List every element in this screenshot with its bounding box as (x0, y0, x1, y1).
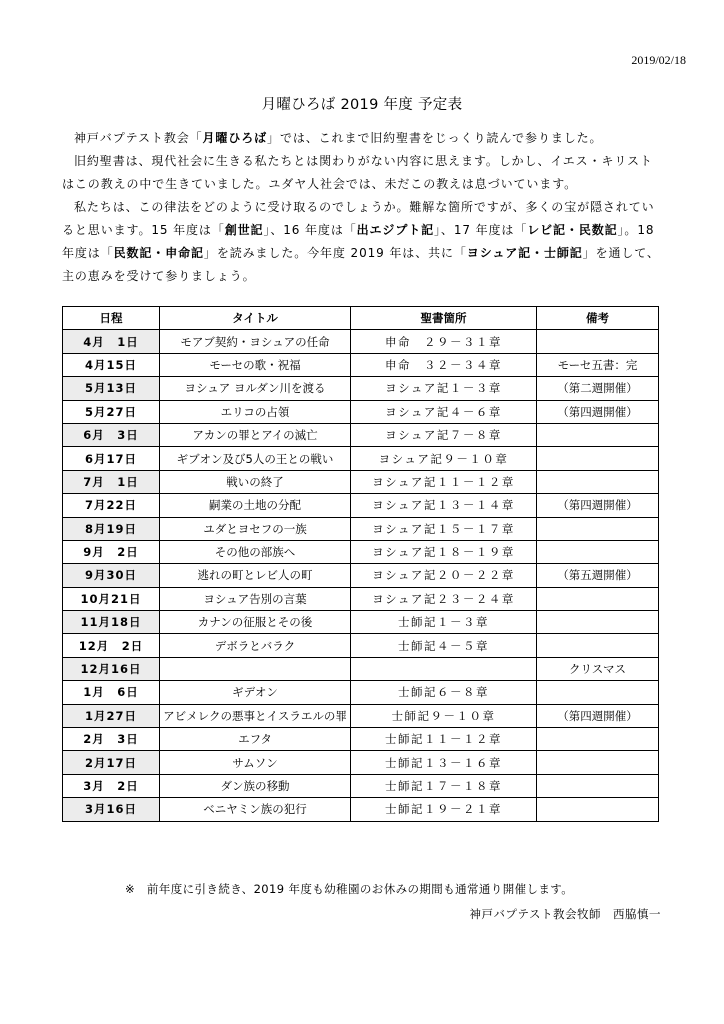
intro-text-run: 神戸バプテスト教会「 (74, 131, 203, 145)
table-header-row (63, 307, 659, 330)
notes-cell (537, 611, 659, 634)
scripture-cell: 士師記１－３章 (351, 611, 537, 634)
date-cell: 6月17日 (63, 447, 160, 470)
title-cell: エリコの占領 (160, 400, 351, 423)
intro-paragraph-3 (62, 196, 662, 288)
intro-text-run: 」、16 年度は「 (263, 223, 357, 237)
notes-cell (537, 540, 659, 563)
scripture-cell: 士師記１９－２１章 (351, 798, 537, 821)
notes-cell: （第四週開催） (537, 400, 659, 423)
intro-bold-run: ヨシュア記・士師記 (466, 246, 583, 260)
scripture-cell: 申命 ２９－３１章 (351, 330, 537, 353)
table-row (63, 611, 659, 634)
title-cell: その他の部族へ (160, 540, 351, 563)
notes-cell: （第二週開催） (537, 377, 659, 400)
scripture-cell: ヨシュア記１－３章 (351, 377, 537, 400)
title-cell: ヨシュア告別の言葉 (160, 587, 351, 610)
title-cell: モーセの歌・祝福 (160, 353, 351, 376)
table-row (63, 564, 659, 587)
table-row (63, 704, 659, 727)
title-cell: サムソン (160, 751, 351, 774)
date-cell: 3月 2日 (63, 774, 160, 797)
scripture-cell: 士師記６－８章 (351, 681, 537, 704)
table-row (63, 470, 659, 493)
table-row (63, 657, 659, 680)
title-cell: 戦いの終了 (160, 470, 351, 493)
date-cell: 2月17日 (63, 751, 160, 774)
title-cell: アカンの罪とアイの滅亡 (160, 423, 351, 446)
date-cell: 9月 2日 (63, 540, 160, 563)
table-row (63, 353, 659, 376)
table-row (63, 494, 659, 517)
notes-cell (537, 587, 659, 610)
table-row (63, 447, 659, 470)
intro-bold-run: 月曜ひろば (202, 131, 268, 145)
date-cell: 6月 3日 (63, 423, 160, 446)
header-scripture: 聖書箇所 (351, 307, 537, 330)
footnote: ※ 前年度に引き続き、2019 年度も幼稚園のお休みの期間も通常通り開催します。 (125, 882, 574, 896)
date-cell: 2月 3日 (63, 728, 160, 751)
title-cell: エフタ (160, 728, 351, 751)
intro-text-run: 」では、これまで旧約聖書をじっくり読んで参りました。 (267, 131, 603, 145)
header-notes: 備考 (537, 307, 659, 330)
notes-cell: （第四週開催） (537, 494, 659, 517)
date-cell: 1月 6日 (63, 681, 160, 704)
scripture-cell (351, 657, 537, 680)
notes-cell (537, 634, 659, 657)
date-cell: 3月16日 (63, 798, 160, 821)
scripture-cell: 申命 ３２－３４章 (351, 353, 537, 376)
table-row (63, 728, 659, 751)
scripture-cell: 士師記１３－１６章 (351, 751, 537, 774)
date-cell: 7月 1日 (63, 470, 160, 493)
intro-bold-run: 出エジプト記 (356, 223, 435, 237)
title-cell: ヨシュア ヨルダン川を渡る (160, 377, 351, 400)
notes-cell: （第四週開催） (537, 704, 659, 727)
header-date: 日程 (63, 307, 160, 330)
scripture-cell: ヨシュア記２３－２４章 (351, 587, 537, 610)
intro-text-run: 」、17 年度は「 (434, 223, 528, 237)
title-cell: モアブ契約・ヨシュアの任命 (160, 330, 351, 353)
scripture-cell: ヨシュア記４－６章 (351, 400, 537, 423)
signature: 神戸バプテスト教会牧師 西脇慎一 (469, 907, 661, 921)
intro-bold-run: レビ記・民数記 (527, 223, 618, 237)
intro-text-run: 」を読みました。今年度 2019 年は、共に「 (203, 246, 467, 260)
table-row (63, 330, 659, 353)
intro-bold-run: 民数記・申命記 (113, 246, 204, 260)
date-cell: 10月21日 (63, 587, 160, 610)
table-row (63, 798, 659, 821)
scripture-cell: 士師記１７－１８章 (351, 774, 537, 797)
date-cell: 4月 1日 (63, 330, 160, 353)
date-cell: 9月30日 (63, 564, 160, 587)
notes-cell: モーセ五書：完 (537, 353, 659, 376)
scripture-cell: ヨシュア記１１－１２章 (351, 470, 537, 493)
date-cell: 7月22日 (63, 494, 160, 517)
table-row (63, 634, 659, 657)
scripture-cell: ヨシュア記７－８章 (351, 423, 537, 446)
notes-cell: （第五週開催） (537, 564, 659, 587)
date-cell: 11月18日 (63, 611, 160, 634)
date-cell: 1月27日 (63, 704, 160, 727)
title-cell: 逃れの町とレビ人の町 (160, 564, 351, 587)
intro-text-run: 」を通して、主の恵みを受けて参りましょう。 (62, 246, 660, 283)
intro-text-run: 」。18 年度は「 (62, 223, 655, 260)
title-cell: ユダとヨセフの一族 (160, 517, 351, 540)
intro-paragraph-2 (62, 150, 662, 196)
intro-text-run: 私たちは、この律法をどのように受け取るのでしょうか。難解な箇所ですが、多くの宝が隠されていると思います。15 年度は「 (62, 200, 655, 237)
notes-cell (537, 330, 659, 353)
document-date: 2019/02/18 (631, 53, 686, 67)
table-row (63, 377, 659, 400)
intro-text-run: 旧約聖書は、現代社会に生きる私たちとは関わりがない内容に思えます。しかし、イエス・キリストはこの教えの中で生きていました。ユダヤ人社会では、未だこの教えは息づいています。 (62, 154, 653, 191)
scripture-cell: 士師記９－１０章 (351, 704, 537, 727)
title-cell: ギブオン及び5人の王との戦い (160, 447, 351, 470)
scripture-cell: 士師記４－５章 (351, 634, 537, 657)
table-row (63, 517, 659, 540)
title-cell: デボラとバラク (160, 634, 351, 657)
table-row (63, 774, 659, 797)
notes-cell (537, 423, 659, 446)
date-cell: 5月13日 (63, 377, 160, 400)
notes-cell (537, 681, 659, 704)
date-cell: 12月 2日 (63, 634, 160, 657)
header-title: タイトル (160, 307, 351, 330)
notes-cell (537, 798, 659, 821)
notes-cell: クリスマス (537, 657, 659, 680)
title-cell: ベニヤミン族の犯行 (160, 798, 351, 821)
scripture-cell: 士師記１１－１２章 (351, 728, 537, 751)
notes-cell (537, 517, 659, 540)
table-row (63, 587, 659, 610)
table-row (63, 540, 659, 563)
title-cell: ダン族の移動 (160, 774, 351, 797)
notes-cell (537, 470, 659, 493)
date-cell: 12月16日 (63, 657, 160, 680)
scripture-cell: ヨシュア記２０－２２章 (351, 564, 537, 587)
schedule-body (63, 330, 659, 821)
schedule-table (62, 306, 659, 822)
notes-cell (537, 774, 659, 797)
scripture-cell: ヨシュア記９－１０章 (351, 447, 537, 470)
scripture-cell: ヨシュア記１８－１９章 (351, 540, 537, 563)
table-row (63, 681, 659, 704)
intro-text (62, 127, 662, 288)
notes-cell (537, 751, 659, 774)
date-cell: 4月15日 (63, 353, 160, 376)
scripture-cell: ヨシュア記１３－１４章 (351, 494, 537, 517)
date-cell: 5月27日 (63, 400, 160, 423)
intro-paragraph-1 (62, 127, 662, 150)
page-title: 月曜ひろば 2019 年度 予定表 (261, 97, 463, 113)
title-cell: 嗣業の土地の分配 (160, 494, 351, 517)
date-cell: 8月19日 (63, 517, 160, 540)
table-row (63, 423, 659, 446)
title-cell (160, 657, 351, 680)
scripture-cell: ヨシュア記１５－１７章 (351, 517, 537, 540)
table-row (63, 751, 659, 774)
title-cell: ギデオン (160, 681, 351, 704)
notes-cell (537, 447, 659, 470)
title-cell: アビメレクの悪事とイスラエルの罪 (160, 704, 351, 727)
notes-cell (537, 728, 659, 751)
table-row (63, 400, 659, 423)
title-cell: カナンの征服とその後 (160, 611, 351, 634)
intro-bold-run: 創世記 (224, 223, 264, 237)
